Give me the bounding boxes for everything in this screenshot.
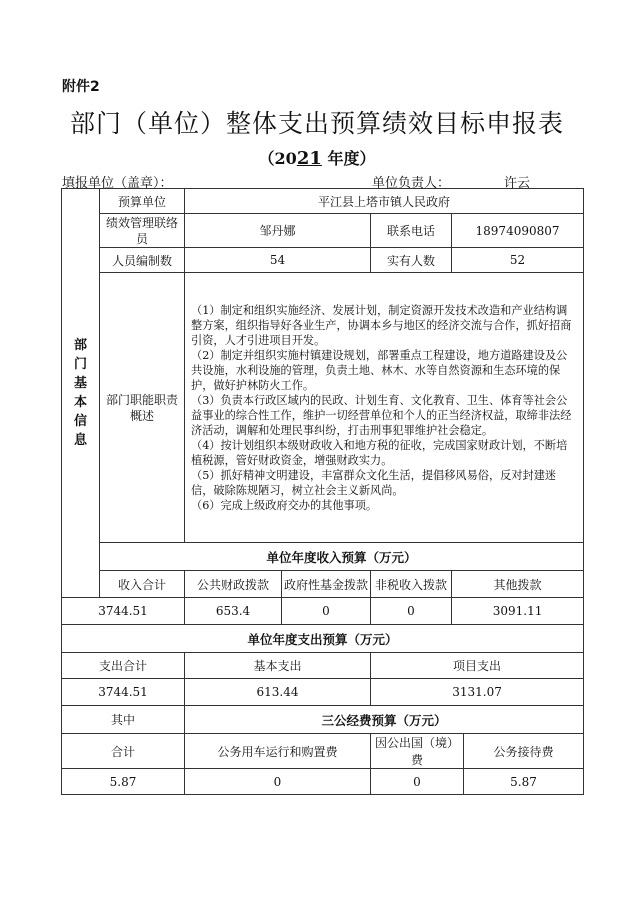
duties-label: 部门职能职责概述 xyxy=(100,273,185,543)
attachment-label: 附件2 xyxy=(62,79,100,95)
duty-item: （5）抓好精神文明建设，丰富群众文化生活，提倡移风易俗，反对封建迷信，破除陈规陋习，树立社会主义新风尚。 xyxy=(191,468,557,497)
year-number: 21 xyxy=(296,148,322,169)
staff-quota-label: 人员编制数 xyxy=(100,248,185,273)
expense-value-project: 3131.07 xyxy=(371,679,584,706)
contact-name: 邹丹娜 xyxy=(185,214,371,248)
expense-label-basic: 基本支出 xyxy=(185,653,371,679)
income-value-other: 3091.11 xyxy=(452,598,584,625)
three-header: 三公经费预算（万元） xyxy=(185,706,584,734)
expense-label-total: 支出合计 xyxy=(62,653,185,679)
three-value-total: 5.87 xyxy=(62,769,185,795)
three-label-car: 公务用车运行和购置费 xyxy=(185,734,371,769)
three-label-reception: 公务接待费 xyxy=(464,734,584,769)
contact-label: 绩效管理联络员 xyxy=(100,214,185,248)
side-char: 本 xyxy=(73,395,87,410)
income-label-fund: 政府性基金拨款 xyxy=(282,571,371,598)
budget-unit-label: 预算单位 xyxy=(100,189,185,214)
year-close: 年度） xyxy=(321,149,376,168)
expense-label-project: 项目支出 xyxy=(371,653,584,679)
filler-unit-label: 填报单位（盖章）： xyxy=(62,176,173,191)
page-title: 部门（单位）整体支出预算绩效目标申报表 xyxy=(69,109,564,138)
three-label-total: 合计 xyxy=(62,734,185,769)
side-char: 部 xyxy=(73,338,87,353)
income-label-total: 收入合计 xyxy=(100,571,185,598)
expense-header: 单位年度支出预算（万元） xyxy=(62,625,584,653)
income-value-total: 3744.51 xyxy=(62,598,185,625)
duty-item: （3）负责本行政区域内的民政、计划生育、文化教育、卫生、体育等社会公益事业的综合性工作，维护一切经营单位和个人的正当经济权益，取缔非法经济活动，调解和处理民事纠纷，打击刑事犯罪维护社会稳定。 xyxy=(191,393,572,437)
phone-value: 18974090807 xyxy=(452,214,584,248)
expense-value-basic: 613.44 xyxy=(185,679,371,706)
side-char: 基 xyxy=(73,376,87,391)
filler-leader-label: 单位负责人： xyxy=(372,176,451,191)
income-value-nontax: 0 xyxy=(371,598,452,625)
phone-label: 联系电话 xyxy=(371,214,452,248)
staff-quota-value: 54 xyxy=(185,248,371,273)
side-char: 息 xyxy=(73,433,87,448)
year-open: （20 xyxy=(258,149,297,168)
duty-item: （4）按计划组织本级财政收入和地方税的征收，完成国家财政计划，不断培植税源，管好财政资金，增强财政实力。 xyxy=(191,438,568,467)
income-value-public: 653.4 xyxy=(185,598,282,625)
three-value-car: 0 xyxy=(185,769,371,795)
duty-item: （1）制定和组织实施经济、发展计划，制定资源开发技术改造和产业结构调整方案，组织指导好各业生产，协调本乡与地区的经济交流与合作，抓好招商引资，人才引进项目开发。 xyxy=(191,303,572,347)
three-value-reception: 5.87 xyxy=(464,769,584,795)
duty-item: （6）完成上级政府交办的其他事项。 xyxy=(191,498,378,512)
three-value-abroad: 0 xyxy=(371,769,464,795)
income-value-fund: 0 xyxy=(282,598,371,625)
side-label-cell xyxy=(62,189,100,598)
year-line xyxy=(0,146,634,169)
side-char: 门 xyxy=(73,357,87,372)
income-label-public: 公共财政拨款 xyxy=(185,571,282,598)
three-left-label: 其中 xyxy=(62,706,185,734)
three-label-abroad: 因公出国（境）费 xyxy=(371,734,464,769)
budget-unit-value: 平江县上塔市镇人民政府 xyxy=(185,189,584,214)
duties-description xyxy=(185,273,584,543)
staff-actual-value: 52 xyxy=(452,248,584,273)
income-label-other: 其他拨款 xyxy=(452,571,584,598)
expense-value-total: 3744.51 xyxy=(62,679,185,706)
staff-actual-label: 实有人数 xyxy=(371,248,452,273)
filler-leader-name: 许云 xyxy=(504,176,531,191)
income-label-nontax: 非税收入拨款 xyxy=(371,571,452,598)
income-header: 单位年度收入预算（万元） xyxy=(100,543,584,571)
duty-item: （2）制定并组织实施村镇建设规划，部署重点工程建设，地方道路建设及公共设施，水利设施的管理，负责土地、林木、水等自然资源和生态环境的保护，做好护林防火工作。 xyxy=(191,348,568,392)
budget-form-table xyxy=(61,188,584,795)
side-char: 信 xyxy=(73,414,87,429)
